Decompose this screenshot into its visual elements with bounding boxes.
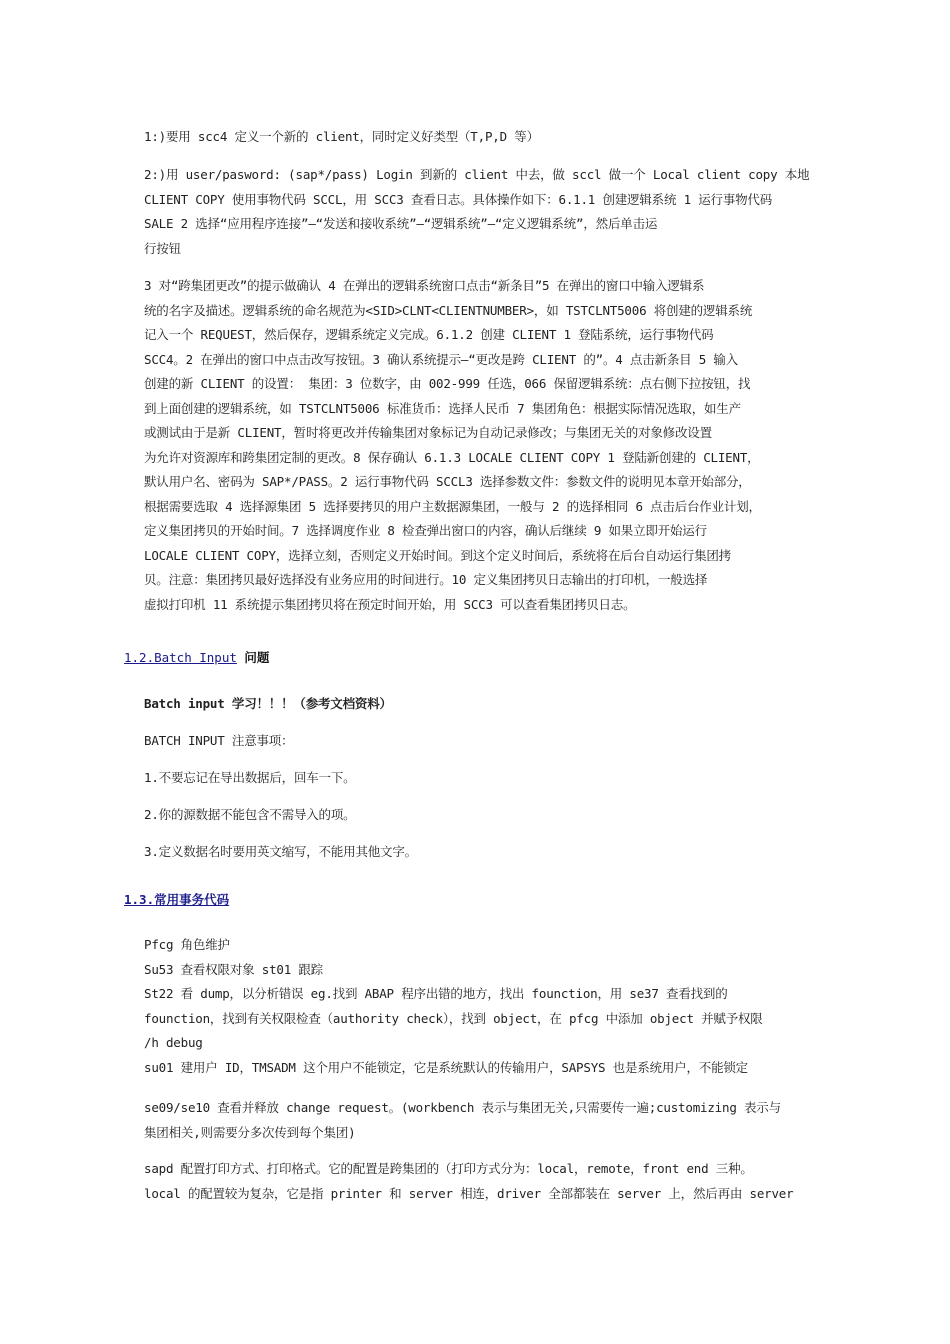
text-line: SALE 2 选择“应用程序连接”—“发送和接收系统”—“逻辑系统”—“定义逻辑系统”，然后单击运 <box>144 216 658 231</box>
paragraph-login-client-copy <box>144 163 810 261</box>
text-line: Batch input 学习！！！（参考文档资料） <box>144 696 392 711</box>
text-line: 创建的新 CLIENT 的设置： 集团：3 位数字，由 002-999 任选，066 保留逻辑系统：点右侧下拉按钮，找 <box>144 376 751 391</box>
list-item <box>144 803 806 828</box>
text-line: /h debug <box>144 1035 203 1050</box>
paragraph-logical-system-steps <box>144 274 806 617</box>
section-heading-batch-input[interactable] <box>124 648 269 668</box>
text-line: founction，找到有关权限检查（authority check），找到 object，在 pfcg 中添加 object 并赋予权限 <box>144 1010 763 1026</box>
text-line: St22 看 dump，以分析错误 eg.找到 ABAP 程序出错的地方，找出 founction，用 se37 查看找到的 <box>144 986 728 1001</box>
text-line: 3.定义数据名时要用英文缩写，不能用其他文字。 <box>144 844 417 859</box>
text-line: Pfcg 角色维护 <box>144 937 230 952</box>
text-line: 统的名字及描述。逻辑系统的命名规范为<SID>CLNT<CLIENTNUMBER>，如 TSTCLNT5006 将创建的逻辑系统 <box>144 302 753 318</box>
text-line: 集团相关,则需要分多次传到每个集团) <box>144 1124 356 1140</box>
text-line: 定义集团拷贝的开始时间。7 选择调度作业 8 检查弹出窗口的内容，确认后继续 9 如果立即开始运行 <box>144 523 707 538</box>
text-line: 贝。注意：集团拷贝最好选择没有业务应用的时间进行。10 定义集团拷贝日志输出的打印机，一般选择 <box>144 572 708 587</box>
text-line: 记入一个 REQUEST，然后保存，逻辑系统定义完成。6.1.2 创建 CLIENT 1 登陆系统，运行事物代码 <box>144 327 714 342</box>
batch-input-subtitle <box>144 692 806 717</box>
tcodes-block-c <box>144 1157 806 1206</box>
text-line: 1:)要用 scc4 定义一个新的 client，同时定义好类型（T,P,D 等） <box>144 129 539 144</box>
text-line: sapd 配置打印方式、打印格式。它的配置是跨集团的（打印方式分为：local，remote，front end 三种。 <box>144 1161 753 1176</box>
list-item <box>144 840 806 865</box>
text-line: 或测试由于是新 CLIENT，暂时将更改并传输集团对象标记为自动记录修改；与集团无关的对象修改设置 <box>144 425 712 440</box>
batch-input-note-title <box>144 729 806 754</box>
text-line: BATCH INPUT 注意事项： <box>144 733 294 748</box>
heading-text: 问题 <box>236 650 270 665</box>
text-line: SCC4。2 在弹出的窗口中点击改写按钮。3 确认系统提示—“更改是跨 CLIENT 的”。4 点击新条目 5 输入 <box>144 351 739 367</box>
text-line: 2:)用 user/pasword: (sap*/pass) Login 到新的 client 中去，做 sccl 做一个 Local client copy 本地 <box>144 167 810 182</box>
text-line: se09/se10 查看并释放 change request。(workbench 表示与集团无关,只需要传一遍;customizing 表示与 <box>144 1100 781 1115</box>
text-line: 行按钮 <box>144 240 181 256</box>
text-line: 默认用户名、密码为 SAP*/PASS。2 运行事物代码 SCCL3 选择参数文件：参数文件的说明见本章开始部分， <box>144 474 751 489</box>
text-line: 根据需要选取 4 选择源集团 5 选择要拷贝的用户主数据源集团，一般与 2 的选择相同 6 点击后台作业计划， <box>144 498 761 514</box>
text-line: 2.你的源数据不能包含不需导入的项。 <box>144 807 356 822</box>
paragraph-scc4 <box>144 125 806 150</box>
text-line: 虚拟打印机 11 系统提示集团拷贝将在预定时间开始，用 SCC3 可以查看集团拷贝日志。 <box>144 596 636 612</box>
tcodes-block-b <box>144 1096 806 1145</box>
heading-link-tcodes[interactable]: 1.3.常用事务代码 <box>124 892 230 907</box>
list-item <box>144 766 806 791</box>
text-line: 1.不要忘记在导出数据后，回车一下。 <box>144 770 356 785</box>
text-line: 3 对“跨集团更改”的提示做确认 4 在弹出的逻辑系统窗口点击“新条目”5 在弹出的窗口中输入逻辑系 <box>144 278 705 293</box>
tcodes-block-a <box>144 933 806 1080</box>
text-line: LOCALE CLIENT COPY，选择立刻，否则定义开始时间。到这个定义时间后，系统将在后台自动运行集团拷 <box>144 547 731 563</box>
text-line: 到上面创建的逻辑系统，如 TSTCLNT5006 标准货币：选择人民币 7 集团角色：根据实际情况选取，如生产 <box>144 400 741 416</box>
text-line: su01 建用户 ID，TMSADM 这个用户不能锁定，它是系统默认的传输用户，SAPSYS 也是系统用户，不能锁定 <box>144 1059 748 1075</box>
text-line: CLIENT COPY 使用事物代码 SCCL，用 SCC3 查看日志。具体操作如下：6.1.1 创建逻辑系统 1 运行事物代码 <box>144 191 773 207</box>
heading-link-batch-input[interactable]: 1.2.Batch Input <box>124 650 237 665</box>
text-line: 为允许对资源库和跨集团定制的更改。8 保存确认 6.1.3 LOCALE CLIENT COPY 1 登陆新创建的 CLIENT， <box>144 449 760 465</box>
section-heading-tcodes[interactable] <box>124 890 229 910</box>
text-line: local 的配置较为复杂，它是指 printer 和 server 相连，driver 全部都装在 server 上，然后再由 server <box>144 1185 794 1201</box>
text-line: Su53 查看权限对象 st01 跟踪 <box>144 961 323 977</box>
